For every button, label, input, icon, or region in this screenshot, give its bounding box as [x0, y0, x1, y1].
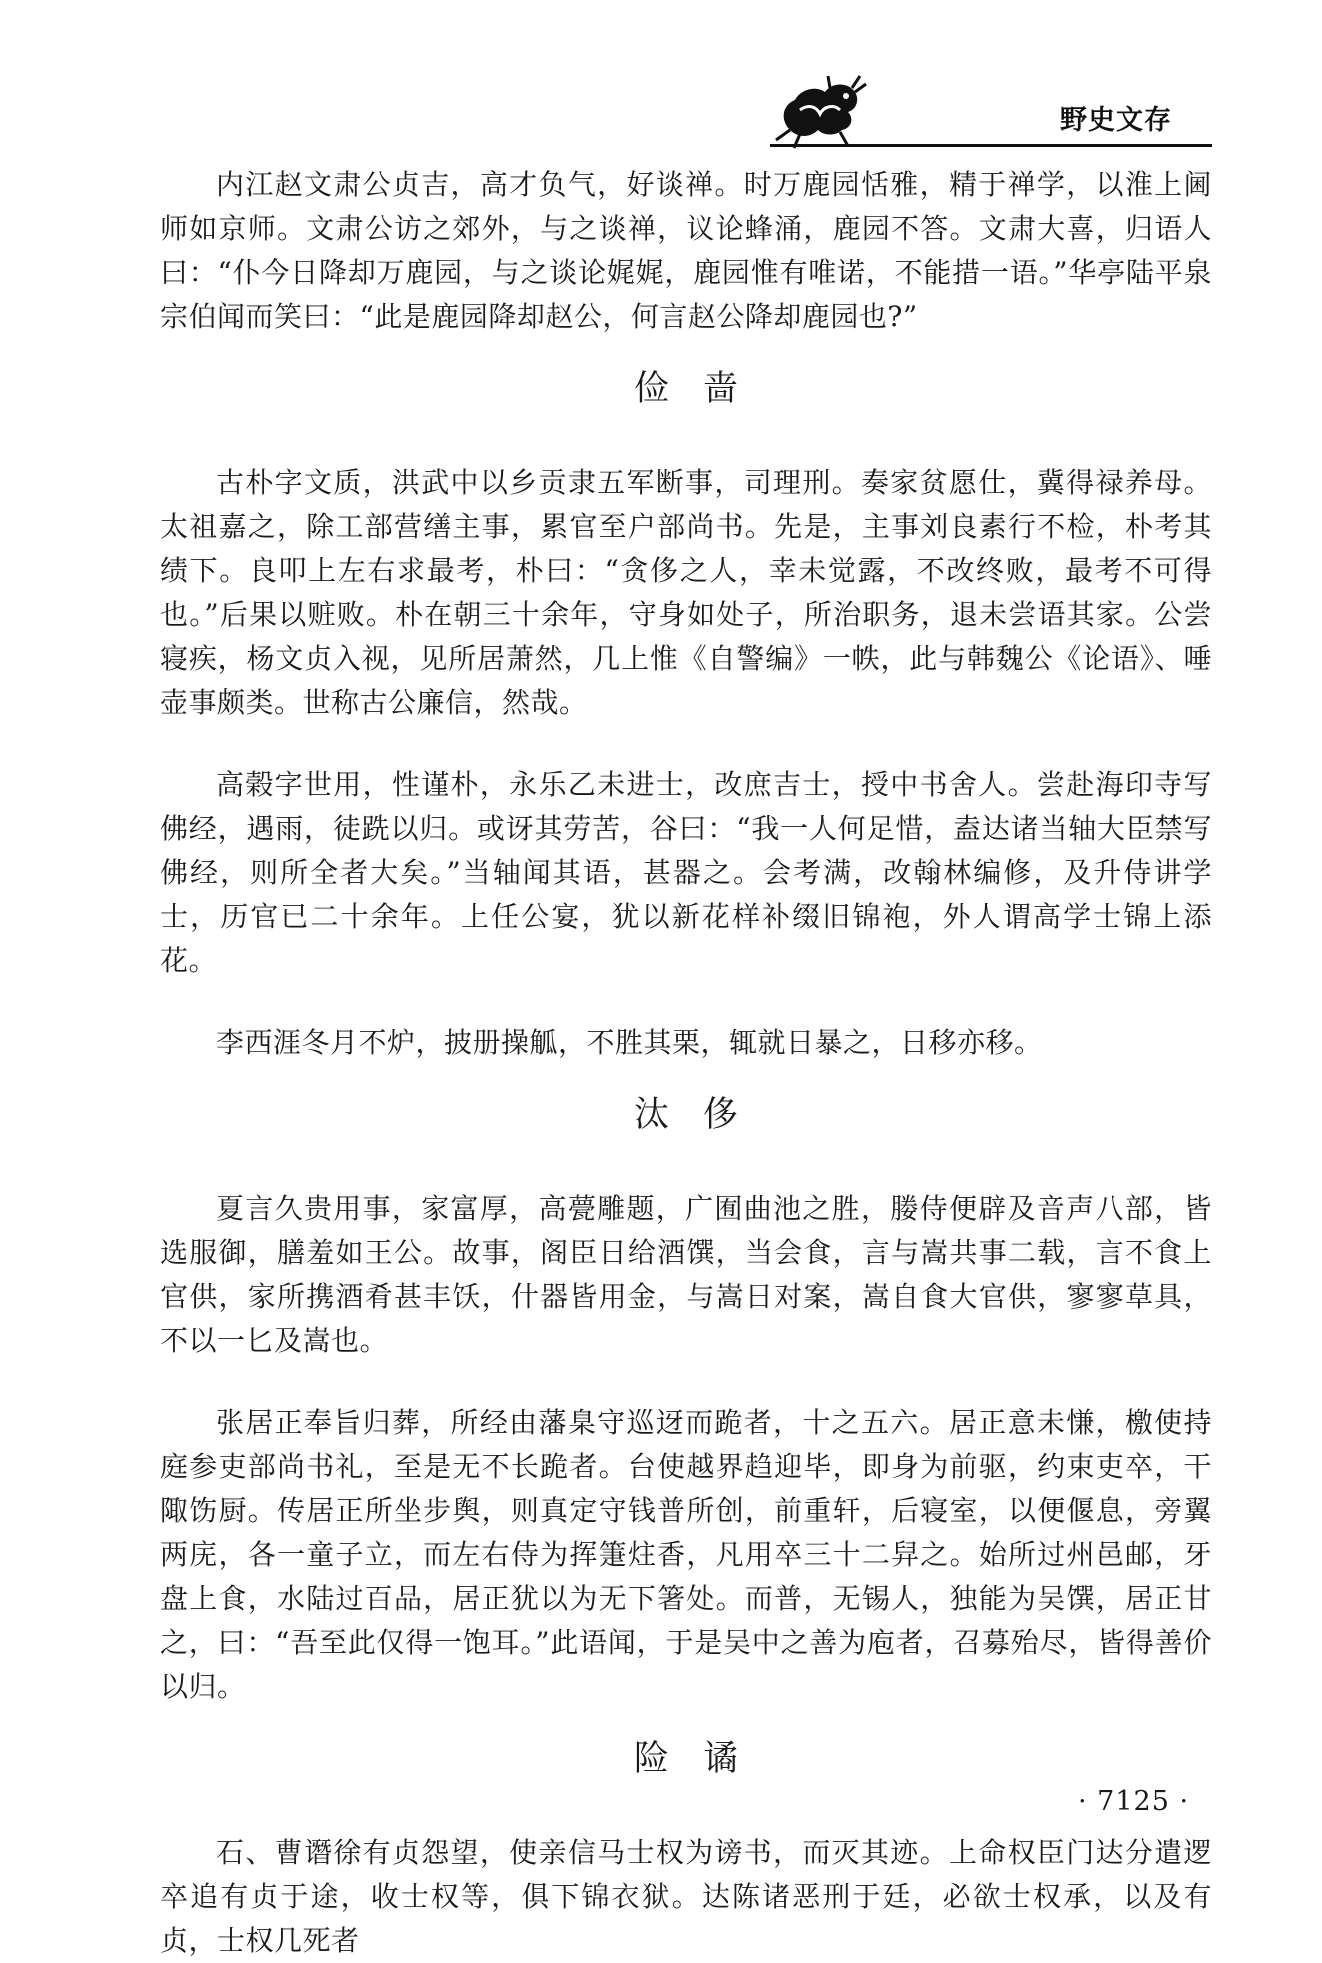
paragraph: 高榖字世用，性谨朴，永乐乙未进士，改庶吉士，授中书舍人。尝赴海印寺写佛经，遇雨，徒跣以归。或讶其劳苦，谷曰：“我一人何足惜，盍达诸当轴大臣禁写佛经，则所全者大矣。”当轴闻其语，甚器之。会考满，改翰林编修，及升侍讲学士，历官已二十余年。上任公宴，犹以新花样补缀旧锦袍，外人谓高学士锦上添花。	[160, 768, 1212, 977]
section-title: 险谲	[633, 1739, 772, 1779]
paragraph: 李西涯冬月不炉，披册操觚，不胜其栗，辄就日暴之，日移亦移。	[216, 1026, 1043, 1059]
header-divider	[770, 144, 1212, 147]
paragraph: 石、曹谮徐有贞怨望，使亲信马士权为谤书，而灭其迹。上命权臣门达分遣逻卒追有贞于途，收士权等，俱下锦衣狱。达陈诸恶刑于廷，必欲士权承，以及有贞，士权几死者	[160, 1836, 1212, 1957]
page-body	[160, 163, 1212, 1963]
section-title: 俭啬	[633, 369, 772, 409]
dragon-emblem-icon	[770, 70, 870, 150]
page-number: · 7125 ·	[1078, 1786, 1190, 1817]
paragraph: 古朴字文质，洪武中以乡贡隶五军断事，司理刑。奏家贫愿仕，冀得禄养母。太祖嘉之，除工部营缮主事，累官至户部尚书。先是，主事刘良素行不检，朴考其绩下。良叩上左右求最考，朴曰：“贪侈之人，幸未觉露，不改终败，最考不可得也。”后果以赃败。朴在朝三十余年，守身如处子，所治职务，退未尝语其家。公尝寝疾，杨文贞入视，见所居萧然，几上惟《自警编》一帙，此与韩魏公《论语》、唾壶事颇类。世称古公廉信，然哉。	[160, 466, 1212, 719]
paragraph: 内江赵文肃公贞吉，高才负气，好谈禅。时万鹿园恬雅，精于禅学，以淮上阃师如京师。文肃公访之郊外，与之谈禅，议论蜂涌，鹿园不答。文肃大喜，归语人曰：“仆今日降却万鹿园，与之谈论娓娓，鹿园惟有唯诺，不能措一语。”华亭陆平泉宗伯闻而笑曰：“此是鹿园降却赵公，何言赵公降却鹿园也?”	[160, 168, 1212, 333]
paragraph: 夏言久贵用事，家富厚，高甍雕题，广囿曲池之胜，媵侍便辟及音声八部，皆选服御，膳羞如王公。故事，阁臣日给酒馔，当会食，言与嵩共事二载，言不食上官供，家所携酒肴甚丰饫，什器皆用金，与嵩日对案，嵩自食大官供，寥寥草具，不以一匕及嵩也。	[160, 1192, 1212, 1357]
section-title: 汰侈	[633, 1095, 772, 1135]
paragraph: 张居正奉旨归葬，所经由藩臬守巡迓而跪者，十之五六。居正意未慊，檄使持庭参吏部尚书礼，至是无不长跪者。台使越界趋迎毕，即身为前驱，约束吏卒，干陬饬厨。传居正所坐步舆，则真定守钱普所创，前重轩，后寝室，以便偃息，旁翼两庑，各一童子立，而左右侍为挥箑炷香，凡用卒三十二舁之。始所过州邑邮，牙盘上食，水陆过百品，居正犹以为无下箸处。而普，无锡人，独能为吴馔，居正甘之，曰：“吾至此仅得一饱耳。”此语闻，于是吴中之善为庖者，召募殆尽，皆得善价以归。	[160, 1406, 1212, 1703]
page-header	[0, 0, 1322, 150]
series-title: 野史文存	[1060, 105, 1172, 136]
